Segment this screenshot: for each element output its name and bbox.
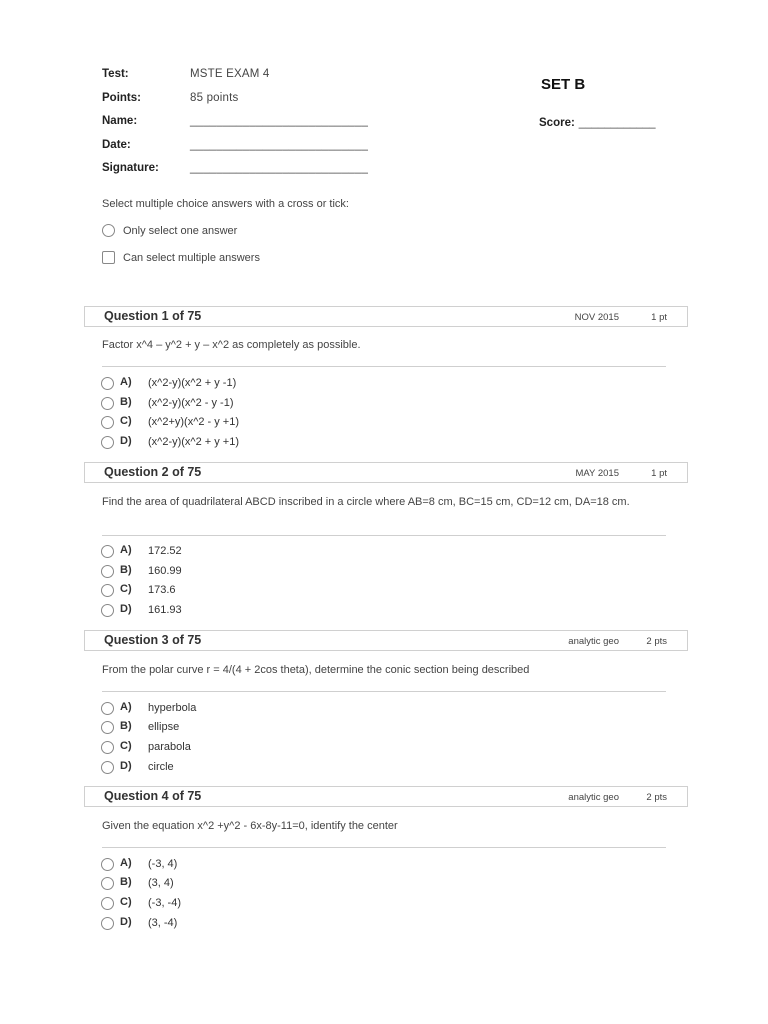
info-row-signature [102,162,402,186]
answer-option[interactable] [101,603,501,619]
question-points: 1 pt [651,468,667,479]
info-row-date [102,139,402,163]
option-text: (-3, -4) [148,897,181,909]
radio-button[interactable] [101,604,114,617]
question-source: MAY 2015 [575,468,619,479]
option-text: (3, 4) [148,877,174,889]
signature-line[interactable]: ___________________________ [190,162,369,174]
option-letter: C) [120,740,132,752]
radio-button[interactable] [101,877,114,890]
info-label: Name: [102,115,138,127]
question-title: Question 3 of 75 [104,633,202,647]
radio-button[interactable] [101,436,114,449]
divider [102,366,666,367]
answer-option[interactable] [101,435,501,451]
info-label: Signature: [102,162,159,174]
question-source: NOV 2015 [574,312,619,323]
answer-option[interactable] [101,415,501,431]
option-letter: D) [120,435,132,447]
radio-icon [102,224,115,237]
option-text: circle [148,761,174,773]
instructions-text: Select multiple choice answers with a cross or tick: [102,198,349,210]
radio-button[interactable] [101,397,114,410]
question-text: Factor x^4 – y^2 + y – x^2 as completely as possible. [102,339,361,351]
answer-option[interactable] [101,583,501,599]
option-letter: A) [120,857,132,869]
info-label: Points: [102,91,141,104]
radio-button[interactable] [101,761,114,774]
info-label: Date: [102,138,131,151]
score-field [539,117,656,129]
answer-option[interactable] [101,376,501,392]
option-letter: C) [120,896,132,908]
question-source: analytic geo [568,636,619,647]
question-header [84,630,688,651]
answer-option[interactable] [101,760,501,776]
question-points: 2 pts [646,636,667,647]
radio-button[interactable] [101,858,114,871]
score-line[interactable]: ____________ [578,117,656,129]
radio-button[interactable] [101,721,114,734]
answer-option[interactable] [101,916,501,932]
divider [102,847,666,848]
answer-option[interactable] [101,544,501,560]
question-title: Question 2 of 75 [104,465,202,479]
answer-option[interactable] [101,857,501,873]
question-header [84,462,688,483]
option-text: 173.6 [148,584,176,596]
question-text: Given the equation x^2 +y^2 - 6x-8y-11=0, identify the center [102,820,398,832]
option-letter: C) [120,415,132,427]
answer-option[interactable] [101,720,501,736]
option-text: ellipse [148,721,180,733]
name-line[interactable]: ___________________________ [190,115,369,127]
answer-option[interactable] [101,564,501,580]
answer-option[interactable] [101,740,501,756]
option-letter: D) [120,603,132,615]
radio-button[interactable] [101,584,114,597]
answer-option[interactable] [101,896,501,912]
option-text: (x^2-y)(x^2 - y -1) [148,397,234,409]
radio-button[interactable] [101,545,114,558]
checkbox-icon [102,251,115,264]
radio-button[interactable] [101,377,114,390]
radio-button[interactable] [101,917,114,930]
option-text: (x^2-y)(x^2 + y +1) [148,436,240,448]
question-header [84,306,688,327]
option-letter: A) [120,701,132,713]
option-letter: D) [120,760,132,772]
option-letter: B) [120,564,132,576]
answer-option[interactable] [101,876,501,892]
question-points: 2 pts [646,792,667,803]
option-letter: C) [120,583,132,595]
option-text: (x^2+y)(x^2 - y +1) [148,416,240,428]
info-row-name [102,115,402,139]
radio-button[interactable] [101,565,114,578]
question-text: Find the area of quadrilateral ABCD inscribed in a circle where AB=8 cm, BC=15 cm, CD=12 cm, DA=18 cm. [102,496,630,508]
option-text: 172.52 [148,545,182,557]
question-title: Question 4 of 75 [104,789,202,803]
legend-radio-text: Only select one answer [123,225,238,237]
answer-option[interactable] [101,701,501,717]
answer-option[interactable] [101,396,501,412]
question-header [84,786,688,807]
divider [102,691,666,692]
question-text: From the polar curve r = 4/(4 + 2cos theta), determine the conic section being described [102,664,530,676]
set-title: SET B [541,76,586,93]
option-text: 161.93 [148,604,182,616]
option-letter: A) [120,544,132,556]
option-letter: B) [120,720,132,732]
info-row-points [102,92,402,116]
info-value: 85 points [190,91,239,104]
radio-button[interactable] [101,416,114,429]
divider [102,535,666,536]
score-label: Score: [539,117,575,129]
radio-button[interactable] [101,741,114,754]
question-title: Question 1 of 75 [104,309,202,323]
info-row-test [102,68,402,92]
option-text: hyperbola [148,702,197,714]
question-source: analytic geo [568,792,619,803]
option-letter: B) [120,876,132,888]
option-letter: D) [120,916,132,928]
option-text: 160.99 [148,565,182,577]
info-label: Test: [102,68,129,80]
option-letter: A) [120,376,132,388]
option-text: (x^2-y)(x^2 + y -1) [148,377,237,389]
radio-button[interactable] [101,897,114,910]
option-text: (3, -4) [148,917,178,929]
option-letter: B) [120,396,132,408]
option-text: (-3, 4) [148,858,178,870]
legend-checkbox-text: Can select multiple answers [123,252,260,264]
question-points: 1 pt [651,312,667,323]
exam-info [102,68,402,186]
info-value: MSTE EXAM 4 [190,68,270,80]
option-text: parabola [148,741,191,753]
radio-button[interactable] [101,702,114,715]
date-line[interactable]: ___________________________ [190,138,369,151]
